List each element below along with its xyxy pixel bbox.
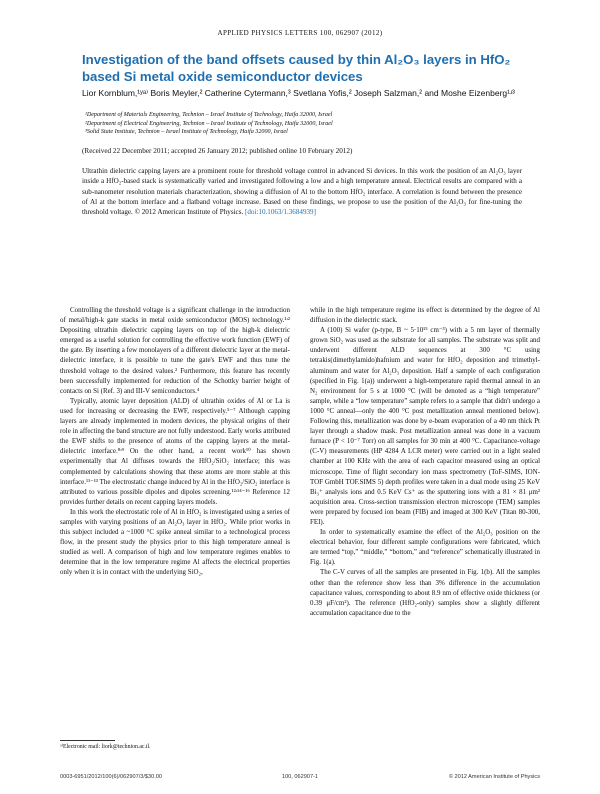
paper-title: Investigation of the band offsets caused by thin Al₂O₃ layers in HfO₂ based Si metal oxide semiconductor devices — [82, 52, 511, 84]
doi-link[interactable]: [doi:10.1063/1.3684939] — [245, 208, 316, 217]
received-dates: (Received 22 December 2011; accepted 26 January 2012; published online 10 February 2012) — [82, 147, 353, 155]
paragraph: In order to systematically examine the effect of the Al₂O₃ position on the electrical behavior, four different sample configurations were fabricated, which are termed “top,” “middle,” “bottom,” and “reference” schematically illustrated in Fig. 1(a). — [310, 528, 540, 567]
body-column-left — [60, 305, 290, 578]
paragraph: The C-V curves of all the samples are presented in Fig. 1(b). All the samples other than the reference show less than 3% difference in the accumulation capacitance values, corresponding to about 8.9 nm of effective oxide thickness (or 0.39 μF/cm²). The reference (HfO₂-only) samples show a slightly different accumulation capacitance due to the — [310, 568, 540, 617]
abstract-text: Ultrathin dielectric capping layers are a prominent route for threshold voltage control in advanced Si devices. In this work the position of an Al₂O₃ layer inside a HfO₂-based stack is systematically varied and investigated following a low and a high temperature anneal. Electrical results are compared with a sub-nanometer resolution materials characterization, showing a diffusion of Al to the bottom HfO₂ interface. A correlation is found between the presence of Al at the bottom interface and a flatband voltage increase. Based on these findings, we propose to use the position of the Al₂O₃ for fine-tuning the threshold voltage. © 2012 American Institute of Physics. — [82, 167, 522, 217]
footer-page-number: 100, 062907-1 — [281, 774, 319, 780]
author-list: Lior Kornblum,¹ʸᵃ⁾ Boris Meyler,² Catherine Cytermann,³ Svetlana Yofis,² Joseph Salzman,² and Moshe Eizenberg¹ʴ³ — [82, 88, 515, 98]
affiliation-1: ¹Department of Materials Engineering, Technion – Israel Institute of Technology, Haifa 32000, Israel — [85, 112, 333, 118]
paragraph: Controlling the threshold voltage is a significant challenge in the introduction of metal/high-k gate stacks in metal oxide semiconductor (MOS) technology.¹ʴ² Depositing ultrathin dielectric capping layers on top of the high-k dielectric emerged as a useful solution for controlling the effective work function (EWF) of the gate. By inserting a few monolayers of a different dielectric layer at the metal-dielectric interface, it is possible to tune the gate's EWF and thus tune the threshold voltage to the desired values.² Furthermore, this feature has recently been successfully implemented for reduction of the Schottky barrier height of contacts on Si (Ref. 3) and III-V semiconductors.⁴ — [60, 306, 290, 395]
body-column-right — [310, 305, 540, 618]
footer-copyright: © 2012 American Institute of Physics — [448, 774, 540, 780]
paragraph: Typically, atomic layer deposition (ALD) of ultrathin oxides of Al or La is used for increasing or decreasing the EWF, respectively.⁵⁻⁷ Although capping layers are already implemented in modern devices, the physical origins of their role in affecting the band structure are not fully understood. Early works attributed the EWF shifts to the presence of atoms of the capping layers at the metal-dielectric interface.⁸ʴ⁹ On the other hand, a recent work¹⁰ has shown experimentally that Al diffuses towards the HfO₂/SiO₂ interface; this was complemented by calculations showing that these atoms are more stable at this interface.¹¹⁻¹³ The electrostatic change induced by Al in the HfO₂/SiO₂ interface is attributed to various possible dipoles and dipoles screening.¹²ʴ¹⁴⁻¹⁶ Reference 12 provides further details on recent capping layers models. — [60, 396, 290, 506]
paragraph: while in the high temperature regime its effect is determined by the degree of Al diffusion in the dielectric stack. — [310, 306, 540, 325]
abstract — [82, 166, 522, 217]
footnote-divider — [60, 740, 115, 741]
footnote-email: ᵃ⁾Electronic mail: liork@technion.ac.il. — [60, 744, 151, 750]
journal-header: APPLIED PHYSICS LETTERS 100, 062907 (2012) — [217, 29, 383, 37]
affiliations — [85, 111, 505, 137]
paragraph: In this work the electrostatic role of Al in HfO₂ is investigated using a series of samples with varying positions of an Al₂O₃ layer in HfO₂. While prior works in this subject included a ~1000 °C spike anneal similar to a technological process flow, in the present study the physics prior to this high temperature anneal is studied as well. A comparison of high and low temperature regimes enables to determine that in the low temperature regime Al affects the electrical properties only when it is in contact with the underlying SiO₂, — [60, 507, 290, 577]
footer-issn: 0003-6951/2012/100(6)/062907/3/$30.00 — [60, 774, 163, 780]
affiliation-2: ²Department of Electrical Engineering, Technion – Israel Institute of Technology, Haifa 32000, Israel — [85, 120, 333, 127]
affiliation-3: ³Solid State Institute, Technion – Israel Institute of Technology, Haifa 32000, Israel — [85, 129, 288, 136]
paragraph: A (100) Si wafer (p-type, B ~ 5·10¹⁵ cm⁻³) with a 5 nm layer of thermally grown SiO₂ was used as the substrate for all samples. The substrate was split and underwent different ALD sequences at 300 °C using tetrakis(dimethylamido)hafnium and water for HfO₂ deposition and trimethyl-aluminum and water for Al₂O₃ deposition. Half a sample of each configuration (specified in Fig. 1(a)) underwent a high-temperature rapid thermal anneal in an N₂ environment for 5 s at 1000 °C (will be denoted as a “high temperature” sample, while a “low temperature” sample refers to a sample that didn't undergo a 1000 °C anneal—only the 400 °C post metallization anneal mentioned below). Following this, metallization was done by e-beam evaporation of a 40 nm thick Pt layer through a shadow mask. Post metallization anneal was done in a vacuum furnace (P < 10⁻⁷ Torr) on all samples for 30 min at 400 °C. Capacitance-voltage (C-V) measurements (HP 4284 A LCR meter) were carried out in a light sealed chamber at 100 KHz with the area of each capacitor measured using an optical microscope. Time of flight secondary ion mass spectrometry (ToF-SIMS, ION-TOF GmbH TOF.SIMS 5) depth profiles were taken in a dual mode using 25 KeV Bi₃⁺ analysis ions and 0.5 KeV Cs⁺ as the sputtering ions with a 81 × 81 μm² acquisition area. Cross-section transmission electron microscope (TEM) samples were prepared by focused ion beam (FIB) and imaged at 300 KeV (Titan 80-300, FEI). — [310, 326, 540, 526]
